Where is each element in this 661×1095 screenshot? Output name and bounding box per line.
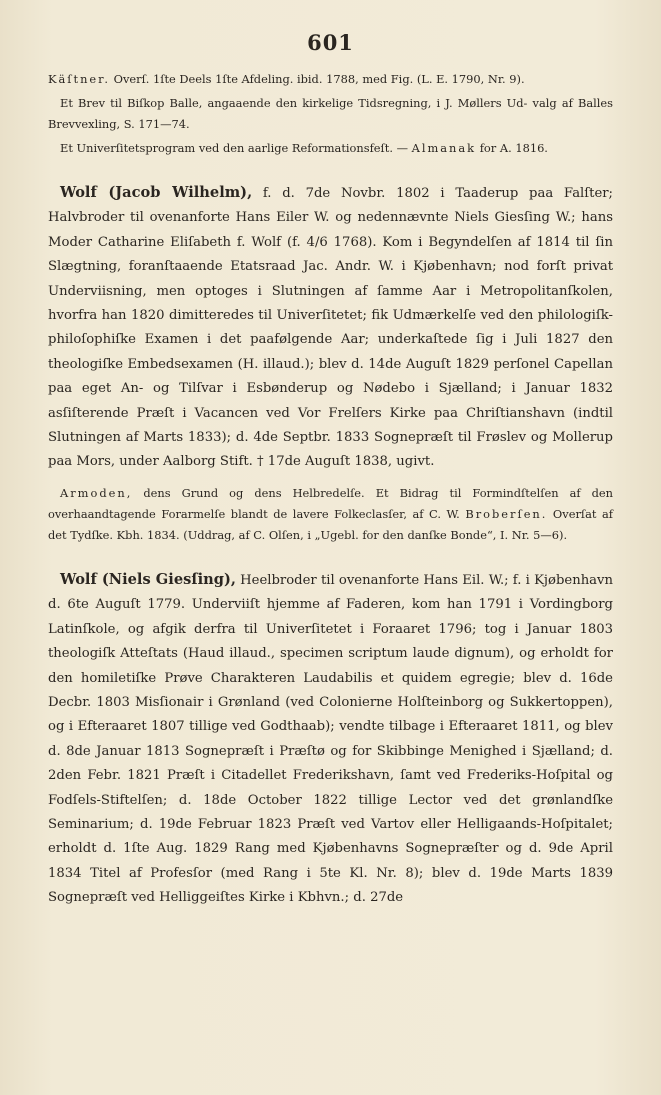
- entry-body: Heelbroder til ovenanforte Hans Eil. W.; f. i Kjøbenhavn d. 6te Auguſt 1779. Underviiſt hjemme af Faderen, kom han 1791 i Vordingborg Latinſkole, og afgik derfra til Univerſitetet i Foraaret 1796; tog i Januar 1803 theologiſk Atteſtats (Haud illaud., specimen scriptum laude dignum), og erholdt for den homiletiſke Prøve Charakteren Laudabilis et quidem egregie; blev d. 16de Decbr. 1803 Misſionair i Grønland (ved Colonierne Holſteinborg og Sukkertoppen), og i Efteraaret 1807 tillige ved Godthaab); vendte tilbage i Efteraaret 1811, og blev d. 8de Januar 1813 Sognepræſt i Præſtø og for Skibbinge Menighed i Sjælland; d. 2den Febr. 1821 Præſt i Citadellet Frederikshavn, ſamt ved Frederiks-Hoſpital og Fodſels-Stiftelſen; d. 18de October 1822 tillige Lector ved det grønlandſke Seminarium; d. 19de Februar 1823 Præſt ved Vartov eller Helligaands-Hoſpitalet; erholdt d. 1ſte Aug. 1829 Rang med Kjøbenhavns Sognepræſter og d. 9de April 1834 Titel af Profesſor (med Rang i 5te Kl. Nr. 8); blev d. 19de Marts 1839 Sognepræſt ved Helliggeiſtes Kirke i Kbhvn.; d. 27de: [48, 572, 613, 906]
- bibliography-item: Et Brev til Biſkop Balle, angaaende den kirkelige Tidsregning, i J. Møllers Ud- valg af Balles Brevvexling, S. 171—74.: [48, 96, 613, 131]
- entry-body: f. d. 7de Novbr. 1802 i Taaderup paa Falſter; Halvbroder til ovenanforte Hans Eiler W. og nedennævnte Niels Giesſing W.; hans Moder Catharine Eliſabeth f. Wolf (f. 4/6 1768). Kom i Begyndelſen af 1814 til ſin Slægtning, foranſtaaende Etatsraad Jac. Andr. W. i Kjøbenhavn; nod forſt privat Underviisning, men optoges i Slutningen af ſamme Aar i Metropolitanſkolen, hvorfra han 1820 dimitteredes til Univerſitetet; fik Udmærkelſe ved den philologiſk-philoſophiſke Examen i det paafølgende Aar; underkaſtede ſig i Juli 1827 den theologiſke Embedsexamen (H. illaud.); blev d. 14de Auguſt 1829 perſonel Capellan paa eget An- og Tilſvar i Esbønderup og Nødebo i Sjælland; i Januar 1832 asſiſterende Præſt i Vacancen ved Vor Frelſers Kirke paa Chriſtianshavn (indtil Slutningen af Marts 1833); d. 4de Septbr. 1833 Sognepræſt til Frøslev og Mollerup paa Mors, under Aalborg Stift. † 17de Auguſt 1838, ugivt.: [48, 186, 613, 470]
- entry-niels-giessing: [48, 568, 613, 911]
- bibliography-item: [48, 138, 613, 159]
- work-title: Armoden,: [60, 485, 133, 500]
- continued-text: Overſ. 1ſte Deels 1ſte Afdeling. ibid. 1788, med Fig. (L. E. 1790, Nr. 9).: [109, 72, 525, 86]
- entry-heading: Wolf (Niels Giesſing),: [60, 570, 236, 588]
- author-name: Käſtner.: [48, 72, 110, 86]
- work-text: dens Grund og dens Helbredelſe. Et Bidrag til Formindſtelſen af den overhaandtagende Forarmelſe blandt de lavere Folkeclasſer, af C. W.: [48, 485, 613, 521]
- author-name: Broberſen.: [465, 506, 548, 521]
- bibliography-text: for A. 1816.: [476, 141, 548, 155]
- page-number: 601: [307, 30, 354, 55]
- entry-jacob-wilhelm: [48, 181, 613, 475]
- continued-entry: [48, 69, 613, 90]
- entry-heading: Wolf (Jacob Wilhelm),: [60, 184, 253, 201]
- work-text: Overſat af det Tydſke. Kbh. 1834. (Uddrag, af C. Olſen, i „Ugebl. for den danſke Bonde“, I. Nr. 5—6).: [48, 506, 613, 542]
- entry-works: [48, 483, 613, 546]
- bibliography-text: Et Univerſitetsprogram ved den aarlige Reformationsfeſt. —: [60, 141, 412, 155]
- almanac-title: Almanak: [411, 141, 477, 155]
